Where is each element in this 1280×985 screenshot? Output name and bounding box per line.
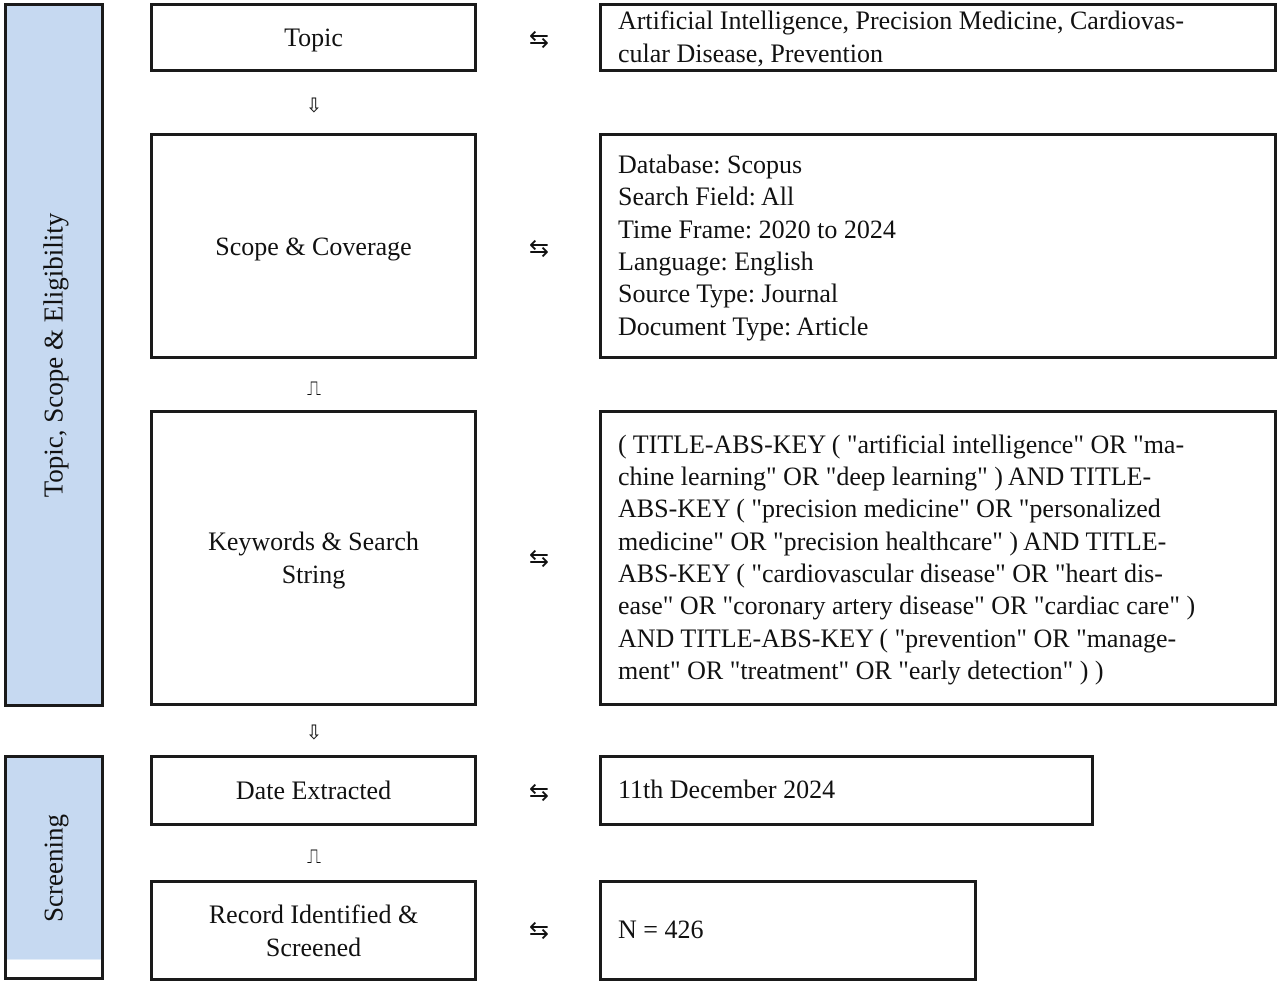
step-label: Record Identified & Screened [208,899,419,962]
up-arrow-icon: ⎍ [307,844,321,868]
down-arrow-icon: ⇩ [305,720,323,744]
database: Database: Scopus [618,150,803,180]
down-arrow-icon: ⇩ [305,93,323,117]
bidirectional-arrow-icon: ⇆ [528,234,550,262]
time-frame: Time Frame: 2020 to 2024 [618,214,896,244]
step-label: Keywords & Search String [208,527,419,589]
bidirectional-arrow-icon: ⇆ [528,916,550,944]
source-type: Source Type: Journal [618,279,839,309]
search-string-line: ( TITLE-ABS-KEY ( "artificial intelligence" OR "ma- [618,429,1185,459]
step-label: Date Extracted [235,776,392,805]
bidirectional-arrow-icon: ⇆ [528,778,550,806]
document-type: Document Type: Article [618,311,869,341]
detail-date [599,755,1094,826]
step-label: Scope & Coverage [215,231,412,261]
detail-topic [599,3,1277,72]
detail-search-string [599,410,1277,706]
detail-scope [599,133,1277,359]
search-string-line: medicine" OR "precision healthcare" ) AND TITLE- [618,526,1167,556]
step-record-identified-screened [150,880,477,981]
search-string-line: ABS-KEY ( "precision medicine" OR "personalized [618,494,1161,524]
step-date-extracted [150,755,477,826]
language: Language: English [618,247,814,276]
detail-line: cular Disease, Prevention [618,38,883,68]
search-string-line: chine learning" OR "deep learning" ) AND TITLE- [618,462,1152,492]
search-string-line: ment" OR "treatment" OR "early detection" ) ) [618,655,1104,685]
step-topic [150,3,477,72]
phase-label: Topic, Scope & Eligibility [38,212,69,498]
step-keywords-search-string [150,410,477,706]
search-string-line: AND TITLE-ABS-KEY ( "prevention" OR "manage- [618,623,1177,653]
up-arrow-icon: ⎍ [307,376,321,400]
date-extracted-value: 11th December 2024 [618,775,836,805]
search-field: Search Field: All [618,182,795,212]
step-scope-coverage [150,133,477,359]
detail-line: Artificial Intelligence, Precision Medicine, Cardiovas- [618,6,1185,36]
record-count: N = 426 [618,915,704,945]
search-string-line: ease" OR "coronary artery disease" OR "cardiac care" ) [618,591,1196,621]
phase-topic-scope-eligibility [4,3,104,707]
search-string-line: ABS-KEY ( "cardiovascular disease" OR "heart dis- [618,559,1163,588]
bidirectional-arrow-icon: ⇆ [528,544,550,572]
bidirectional-arrow-icon: ⇆ [528,25,550,53]
phase-screening [4,755,104,980]
phase-label: Screening [38,813,69,922]
detail-records [599,880,977,981]
step-label: Topic [284,23,343,52]
